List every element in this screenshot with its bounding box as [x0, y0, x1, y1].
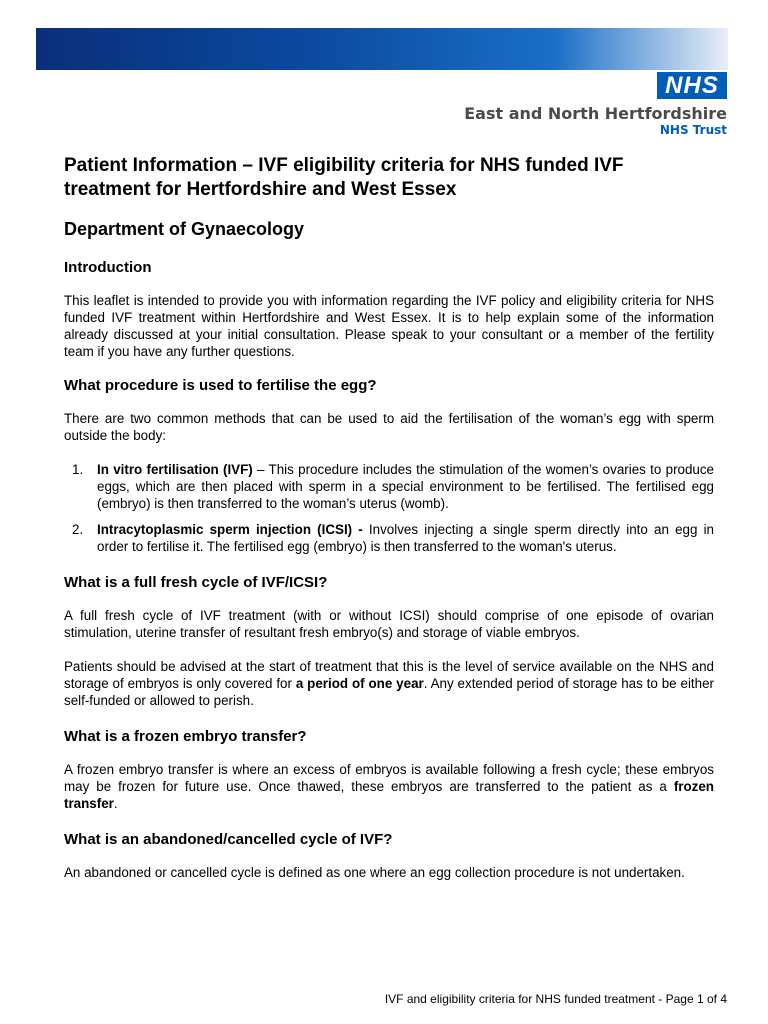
frozen-transfer-text-end: .	[113, 796, 118, 811]
fresh-cycle-heading: What is a full fresh cycle of IVF/ICSI?	[64, 574, 328, 591]
introduction-heading: Introduction	[64, 259, 152, 276]
list-item-number: 2.	[72, 522, 84, 537]
document-title: Patient Information – IVF eligibility criteria for NHS funded IVF treatment for Hertfordshire and West Essex	[64, 155, 624, 200]
abandoned-cycle-heading: What is an abandoned/cancelled cycle of IVF?	[64, 831, 393, 848]
fresh-cycle-paragraph-1: A full fresh cycle of IVF treatment (with or without ICSI) should comprise of one episode of ovarian stimulation, uterine transfer of resultant fresh embryo(s) and storage of viable embryos.	[64, 608, 714, 640]
introduction-paragraph: This leaflet is intended to provide you with information regarding the IVF policy and eligibility criteria for NHS funded IVF treatment within Hertfordshire and West Essex. It is to help explain some of the information already discussed at your initial consultation. Please speak to your consultant or a member of the fertility team if you have any further questions.	[64, 293, 714, 359]
trust-subtitle: NHS Trust	[659, 123, 727, 137]
frozen-transfer-paragraph	[64, 761, 714, 812]
nhs-logo	[657, 72, 727, 99]
list-item-number: 1.	[72, 462, 84, 477]
list-item-term: Intracytoplasmic sperm injection (ICSI) -	[97, 522, 363, 537]
procedure-heading: What procedure is used to fertilise the egg?	[64, 377, 377, 394]
frozen-transfer-emphasis: frozen transfer	[64, 779, 714, 811]
list-item-description: – This procedure includes the stimulation of the women’s ovaries to produce eggs, which are then placed with sperm in a special environment to be fertilised. The fertilised egg (embryo) is then transferred to the woman’s uterus (womb).	[97, 462, 715, 511]
department-heading: Department of Gynaecology	[64, 219, 305, 239]
document-body	[64, 154, 714, 881]
storage-period-emphasis: a period of one year	[295, 676, 424, 691]
fresh-cycle-text-end: . Any extended period of storage has to be either self-funded or allowed to perish.	[64, 676, 715, 708]
fresh-cycle-paragraph-2	[64, 658, 714, 709]
frozen-transfer-heading: What is a frozen embryo transfer?	[64, 728, 307, 745]
page-footer: IVF and eligibility criteria for NHS funded treatment - Page 1 of 4	[384, 992, 727, 1006]
list-item	[64, 461, 714, 512]
frozen-transfer-text-start: A frozen embryo transfer is where an excess of embryos is available following a fresh cycle; these embryos may be frozen for future use. Once thawed, these embryos are transferred to the patient as a	[64, 762, 714, 794]
list-item	[64, 521, 714, 555]
procedure-paragraph: There are two common methods that can be used to aid the fertilisation of the woman’s egg with sperm outside the body:	[64, 411, 714, 443]
abandoned-cycle-paragraph: An abandoned or cancelled cycle is defined as one where an egg collection procedure is not undertaken.	[64, 865, 685, 880]
list-item-description: Involves injecting a single sperm directly into an egg in order to fertilise it. The fertilised egg (embryo) is then transferred to the woman's uterus.	[97, 522, 714, 554]
header-banner-bar	[36, 28, 728, 70]
trust-name: East and North Hertfordshire	[464, 104, 727, 123]
methods-list	[64, 461, 714, 555]
fresh-cycle-text-start: Patients should be advised at the start of treatment that this is the level of service available on the NHS and storage of embryos is only covered for	[64, 659, 714, 691]
nhs-logo-text: NHS	[665, 71, 719, 99]
list-item-term: In vitro fertilisation (IVF)	[97, 462, 253, 477]
